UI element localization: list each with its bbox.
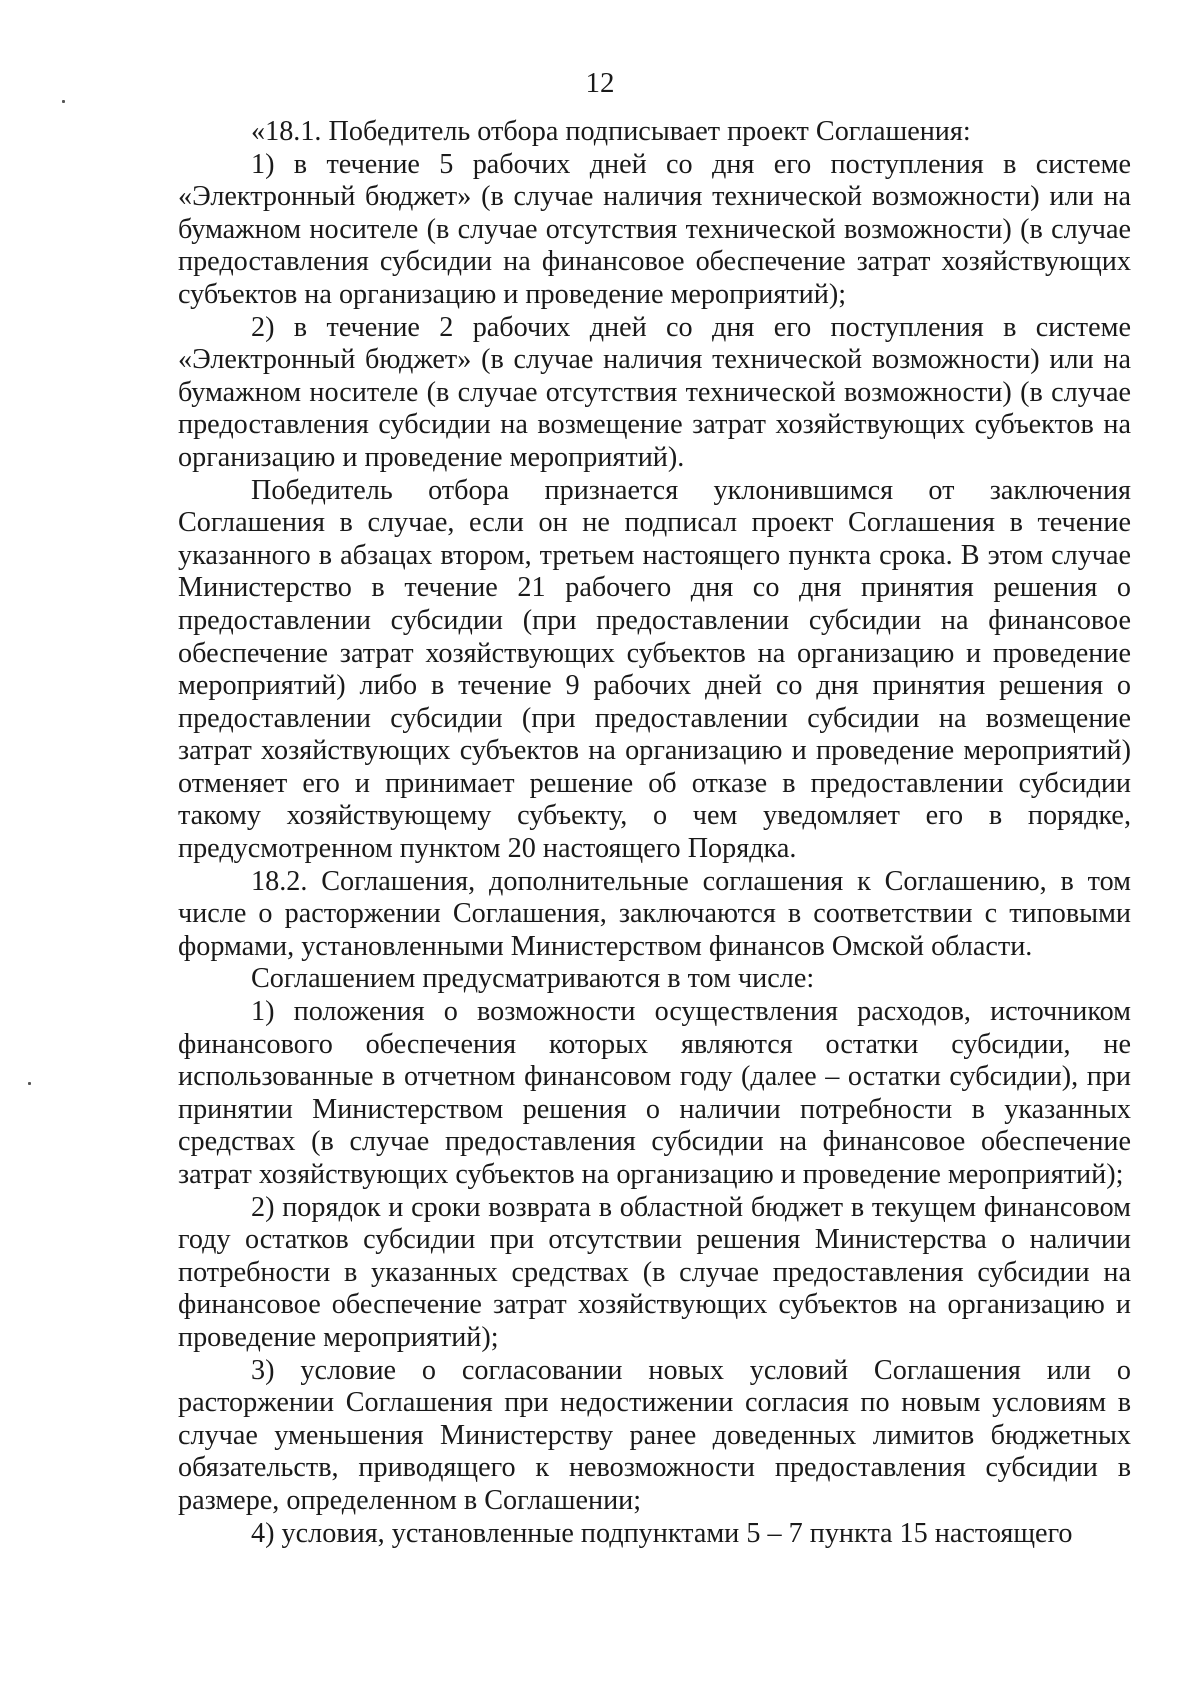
paragraph-18-1-item-1: 1) в течение 5 рабочих дней со дня его поступления в системе «Электронный бюджет» (в случае наличия технической возможности) или на бумажном носителе (в случае отсутствия технической возможности) (в случае предоставления субсидии на финансовое обеспечение затрат хозяйствующих субъектов на организацию и проведение мероприятий); (178, 148, 1131, 310)
paragraph-provision-3: 3) условие о согласовании новых условий Соглашения или о расторжении Соглашения при недостижении согласия по новым условиям в случае уменьшения Министерству ранее доведенных лимитов бюджетных обязательств, приводящего к невозможности предоставления субсидии в размере, определенном в Соглашении; (178, 1354, 1131, 1516)
paragraph-provision-4: 4) условия, установленные подпунктами 5 – 7 пункта 15 настоящего (251, 1517, 1073, 1549)
paragraph-provision-2: 2) порядок и сроки возврата в областной бюджет в текущем финансовом году остатков субсидии при отсутствии решения Министерства о наличии потребности в указанных средствах (в случае предоставления субсидии на финансовое обеспечение затрат хозяйствующих субъектов на организацию и проведение мероприятий); (178, 1191, 1131, 1353)
scan-speck (28, 1082, 31, 1085)
paragraph-provision-1: 1) положения о возможности осуществления расходов, источником финансового обеспечения которых являются остатки субсидии, не использованные в отчетном финансовом году (далее – остатки субсидии), при принятии Министерством решения о наличии потребности в указанных средствах (в случае предоставления субсидии на финансовое обеспечение затрат хозяйствующих субъектов на организацию и проведение мероприятий); (178, 996, 1131, 1190)
page-number: 12 (585, 67, 615, 99)
paragraph-18-2: 18.2. Соглашения, дополнительные соглашения к Соглашению, в том числе о расторжении Соглашения, заключаются в соответствии с типовыми формами, установленными Министерством финансов Омской области. (178, 865, 1131, 962)
paragraph-18-1-item-2: 2) в течение 2 рабочих дней со дня его поступления в системе «Электронный бюджет» (в случае наличия технической возможности) или на бумажном носителе (в случае отсутствия технической возможности) (в случае предоставления субсидии на возмещение затрат хозяйствующих субъектов на организацию и проведение мероприятий). (178, 311, 1131, 473)
paragraph-evasion: Победитель отбора признается уклонившимся от заключения Соглашения в случае, если он не подписал проект Соглашения в течение указанного в абзацах втором, третьем настоящего пункта срока. В этом случае Министерство в течение 21 рабочего дня со дня принятия решения о предоставлении субсидии (при предоставлении субсидии на финансовое обеспечение затрат хозяйствующих субъектов на организацию и проведение мероприятий) либо в течение 9 рабочих дней со дня принятия решения о предоставлении субсидии (при предоставлении субсидии на возмещение затрат хозяйствующих субъектов на организацию и проведение мероприятий) отменяет его и принимает решение об отказе в предоставлении субсидии такому хозяйствующему субъекту, о чем уведомляет его в порядке, предусмотренном пунктом 20 настоящего Порядка. (178, 474, 1131, 865)
paragraph-18-1-intro: «18.1. Победитель отбора подписывает проект Соглашения: (251, 116, 971, 147)
scan-speck (62, 100, 65, 103)
paragraph-agreement-provisions: Соглашением предусматриваются в том числе: (251, 963, 815, 995)
document-body (178, 116, 1131, 1550)
